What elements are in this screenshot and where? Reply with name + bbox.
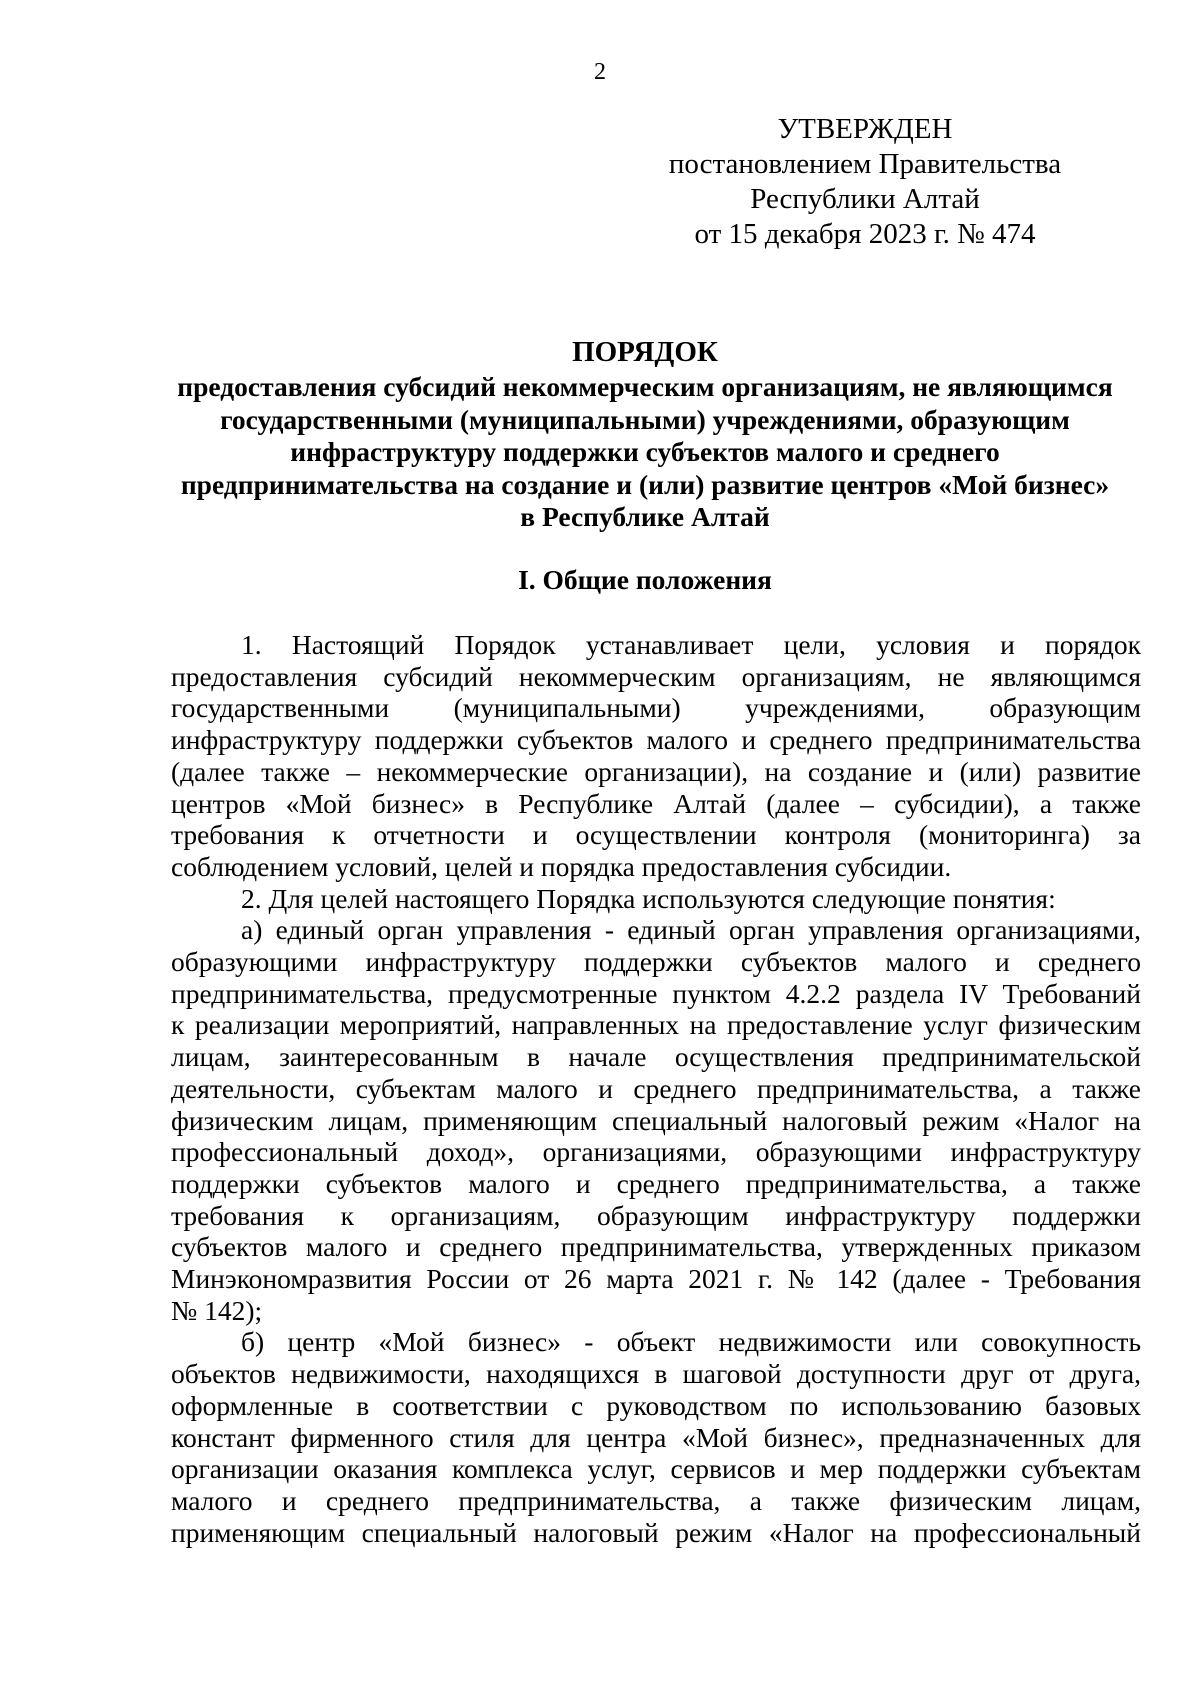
text-line: (далее также – некоммерческие организации), на создание и (или) развитие [171,755,1141,787]
text-line: поддержки субъектов малого и среднего предпринимательства, а также [171,1167,1141,1199]
text-line: профессиональный доход», организациями, образующими инфраструктуру [171,1136,1141,1168]
text-line: 2. Для целей настоящего Порядка используются следующие понятия: [241,882,1056,914]
text-line: образующими инфраструктуру поддержки субъектов малого и среднего [171,946,1141,978]
text-line: деятельности, субъектам малого и среднего предпринимательства, а также [171,1072,1141,1104]
text-line: предоставления субсидий некоммерческим организациям, не являющимся [171,660,1141,692]
document-title-block [150,334,1140,534]
text-line: к реализации мероприятий, направленных на предоставление услуг физическим [171,1009,1141,1041]
section-heading: I. Общие положения [518,564,772,595]
paragraph-b [171,1326,1141,1548]
text-line: констант фирменного стиля для центра «Мой бизнес», предназначенных для [171,1421,1141,1453]
document-subtitle-line: предпринимательства на создание и (или) развитие центров «Мой бизнес» [180,468,1110,500]
text-line: малого и среднего предпринимательства, а также физическим лицам, [171,1484,1141,1516]
text-line: государственными (муниципальными) учреждениями, образующим [171,692,1141,724]
text-line: б) центр «Мой бизнес» - объект недвижимости или совокупность [241,1326,1141,1358]
approval-line: УТВЕРЖДЕН [777,113,953,145]
text-line: применяющим специальный налоговый режим «Налог на профессиональный [171,1516,1141,1548]
text-line: физическим лицам, применяющим специальный налоговый режим «Налог на [171,1104,1141,1136]
text-line: оформленные в соответствии с руководством по использованию базовых [171,1389,1141,1421]
document-title: ПОРЯДОК [572,336,718,368]
document-body [171,629,1141,1548]
text-line: требования к отчетности и осуществлении контроля (мониторинга) за [171,819,1141,851]
document-subtitle-line: государственными (муниципальными) учреждениями, образующим [220,403,1070,435]
approval-line: Республики Алтай [750,183,980,215]
text-line: Минэкономразвития России от 26 марта 2021 г. № 142 (далее - Требования [171,1263,1141,1295]
text-line: субъектов малого и среднего предпринимательства, утвержденных приказом [171,1231,1141,1263]
text-line: соблюдением условий, целей и порядка предоставления субсидии. [171,850,952,882]
document-subtitle-line: в Республике Алтай [520,501,770,532]
text-line: объектов недвижимости, находящихся в шаговой доступности друг от друга, [171,1358,1141,1390]
approval-line: от 15 декабря 2023 г. № 474 [694,218,1036,250]
paragraph-a [171,914,1141,1326]
approval-stamp [660,112,1070,252]
document-subtitle-line: инфраструктуру поддержки субъектов малого и среднего [290,436,1000,467]
text-line: предпринимательства, предусмотренные пунктом 4.2.2 раздела IV Требований [171,977,1141,1009]
document-subtitle-line: предоставления субсидий некоммерческим организациям, не являющимся [177,371,1113,402]
text-line: центров «Мой бизнес» в Республике Алтай (далее – субсидии), а также [171,787,1141,819]
text-line: № 142); [171,1294,263,1326]
text-line: лицам, заинтересованным в начале осуществления предпринимательской [171,1041,1141,1073]
paragraph-2 [171,883,1141,915]
text-line: организации оказания комплекса услуг, сервисов и мер поддержки субъектам [171,1453,1141,1485]
paragraph-1 [171,629,1141,883]
approval-line: постановлением Правительства [668,148,1062,180]
text-line: 1. Настоящий Порядок устанавливает цели, условия и порядок [241,629,1141,660]
text-line: а) единый орган управления - единый орган управления организациями, [241,914,1141,946]
page-number: 2 [594,59,606,85]
text-line: требования к организациям, образующим инфраструктуру поддержки [171,1199,1141,1231]
text-line: инфраструктуру поддержки субъектов малого и среднего предпринимательства [171,724,1141,756]
